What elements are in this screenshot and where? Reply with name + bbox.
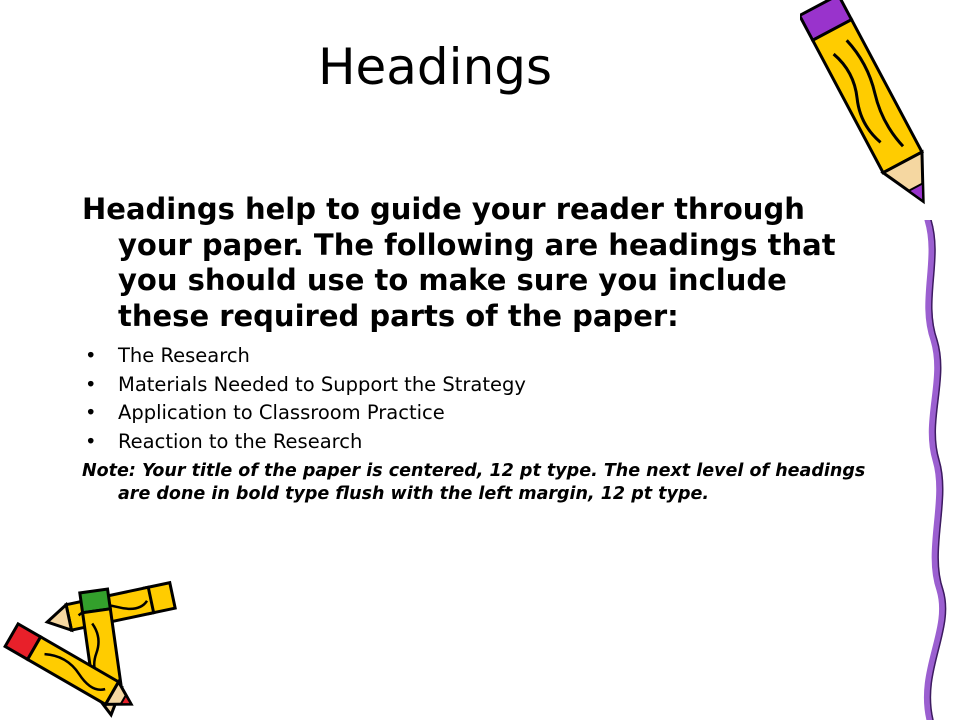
list-item (82, 399, 872, 428)
intro-paragraph: Headings help to guide your reader through your paper. The following are headings that you should use to make sure you include these required parts of the paper: (82, 192, 836, 333)
squiggle-line (900, 220, 960, 720)
list-item (82, 371, 872, 400)
slide-body (82, 192, 872, 506)
pencil-icon (800, 0, 960, 240)
pencils-icon (0, 570, 200, 720)
slide-title: Headings (317, 38, 553, 96)
list-item-label: Materials Needed to Support the Strategy (118, 372, 526, 396)
bullet-icon: • (85, 372, 97, 396)
bullet-icon: • (85, 344, 97, 367)
list-item (82, 428, 872, 457)
note-paragraph: Note: Your title of the paper is centered, 12 pt type. The next level of headings are done in bold type flush with the left margin, 12 pt type. (82, 461, 866, 504)
list-item-label: Reaction to the Research (118, 429, 363, 453)
list-item (82, 342, 872, 371)
bullet-icon: • (85, 401, 97, 424)
bullet-list (82, 342, 872, 456)
list-item-label: The Research (118, 344, 250, 367)
bullet-icon: • (85, 429, 97, 453)
list-item-label: Application to Classroom Practice (118, 401, 445, 424)
